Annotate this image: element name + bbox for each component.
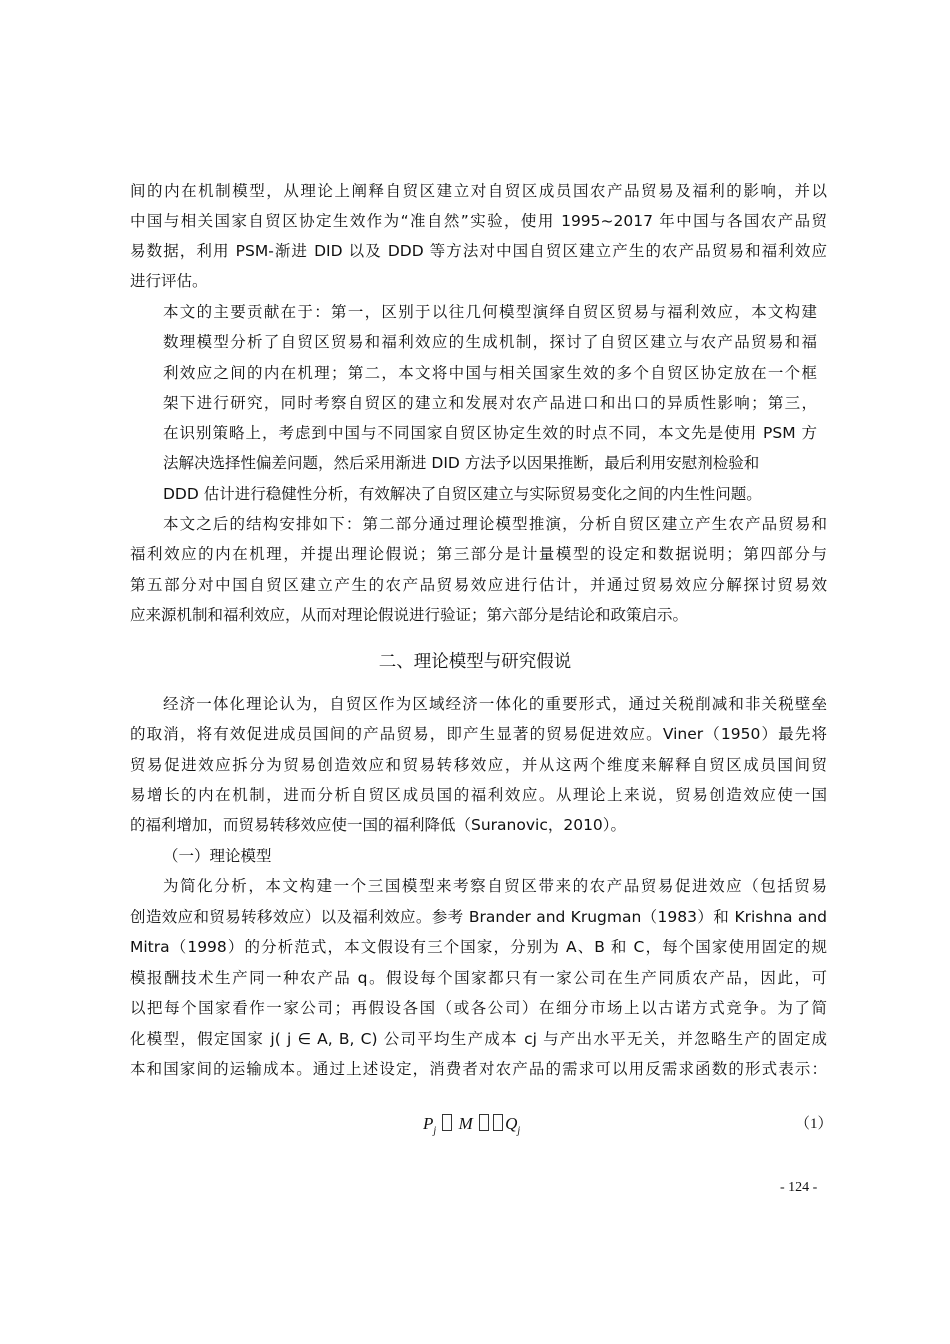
integration-line-4: 易增长的内在机制，进而分析自贸区成员国的福利效应。从理论上来说，贸易创造效应使一国 [130, 786, 827, 804]
structure-line-4: 应来源机制和福利效应，从而对理论假说进行验证；第六部分是结论和政策启示。 [130, 606, 689, 624]
equation-m: M [458, 1114, 473, 1133]
model-line-7: 本和国家间的运输成本。通过上述设定，消费者对农产品的需求可以用反需求函数的形式表示： [130, 1060, 827, 1078]
integration-line-5: 的福利增加，而贸易转移效应使一国的福利降低（Suranovic，2010）。 [130, 816, 627, 834]
missing-glyph-icon [479, 1114, 489, 1131]
model-line-1: 为简化分析，本文构建一个三国模型来考察自贸区带来的农产品贸易促进效应（包括贸易 [163, 877, 827, 895]
equation-q-sub: j [517, 1125, 521, 1137]
contrib-line-5: 在识别策略上，考虑到中国与不同国家自贸区协定生效的时点不同，本文先是使用 PSM 方 [163, 424, 817, 442]
contrib-line-4: 架下进行研究，同时考察自贸区的建立和发展对农产品进口和出口的异质性影响；第三， [163, 394, 817, 412]
integration-line-3: 贸易促进效应拆分为贸易创造效应和贸易转移效应，并从这两个维度来解释自贸区成员国间贸 [130, 756, 827, 774]
contrib-line-1: 本文的主要贡献在于：第一，区别于以往几何模型演绎自贸区贸易与福利效应，本文构建 [163, 303, 817, 321]
equation-q: Q [505, 1114, 518, 1133]
contrib-line-2: 数理模型分析了自贸区贸易和福利效应的生成机制，探讨了自贸区建立与农产品贸易和福 [163, 333, 817, 351]
contrib-line-7: DDD 估计进行稳健性分析，有效解决了自贸区建立与实际贸易变化之间的内生性问题。 [163, 485, 762, 503]
intro-line-2: 中国与相关国家自贸区协定生效作为“准自然”实验，使用 1995~2017 年中国与各国农产品贸 [130, 212, 827, 230]
structure-line-1: 本文之后的结构安排如下：第二部分通过理论模型推演，分析自贸区建立产生农产品贸易和 [163, 515, 827, 533]
subsection-title: （一）理论模型 [163, 847, 272, 865]
model-line-2: 创造效应和贸易转移效应）以及福利效应。参考 Brander and Krugman（1983）和 Krishna and [130, 908, 827, 926]
model-line-6: 化模型，假定国家 j( j ∈ A, B, C) 公司平均生产成本 cj 与产出水平无关，并忽略生产的固定成 [130, 1030, 827, 1048]
equation-number: （1） [795, 1116, 833, 1132]
contrib-line-6: 法解决选择性偏差问题，然后采用渐进 DID 方法予以因果推断，最后利用安慰剂检验和 [163, 454, 760, 472]
model-line-4: 模报酬技术生产同一种农产品 q。假设每个国家都只有一家公司在生产同质农产品，因此，可 [130, 969, 827, 987]
contrib-line-3: 利效应之间的内在机理；第二，本文将中国与相关国家生效的多个自贸区协定放在一个框 [163, 364, 817, 382]
integration-line-1: 经济一体化理论认为，自贸区作为区域经济一体化的重要形式，通过关税削减和非关税壁垒 [163, 695, 827, 713]
intro-line-4: 进行评估。 [130, 272, 208, 290]
equation-lhs: P [423, 1114, 434, 1133]
intro-line-3: 易数据，利用 PSM-渐进 DID 以及 DDD 等方法对中国自贸区建立产生的农产品贸易和福利效应 [130, 242, 827, 260]
integration-line-2: 的取消，将有效促进成员国间的产品贸易，即产生显著的贸易促进效应。Viner（1950）最先将 [130, 725, 827, 743]
structure-line-3: 第五部分对中国自贸区建立产生的农产品贸易效应进行估计，并通过贸易效应分解探讨贸易效 [130, 576, 827, 594]
intro-line-1: 间的内在机制模型，从理论上阐释自贸区建立对自贸区成员国农产品贸易及福利的影响，并以 [130, 182, 827, 200]
page-number: - 124 - [780, 1180, 818, 1195]
model-line-3: Mitra（1998）的分析范式，本文假设有三个国家，分别为 A、B 和 C，每个国家使用固定的规 [130, 938, 827, 956]
section-title: 二、理论模型与研究假说 [378, 652, 572, 672]
missing-glyph-icon [442, 1114, 452, 1131]
equation-1 [423, 1112, 520, 1143]
model-line-5: 以把每个国家看作一家公司；再假设各国（或各公司）在细分市场上以古诺方式竞争。为了简 [130, 999, 827, 1017]
missing-glyph-icon [493, 1114, 503, 1131]
equation-lhs-sub: j [433, 1125, 437, 1137]
structure-line-2: 福利效应的内在机理，并提出理论假说；第三部分是计量模型的设定和数据说明；第四部分与 [130, 545, 827, 563]
